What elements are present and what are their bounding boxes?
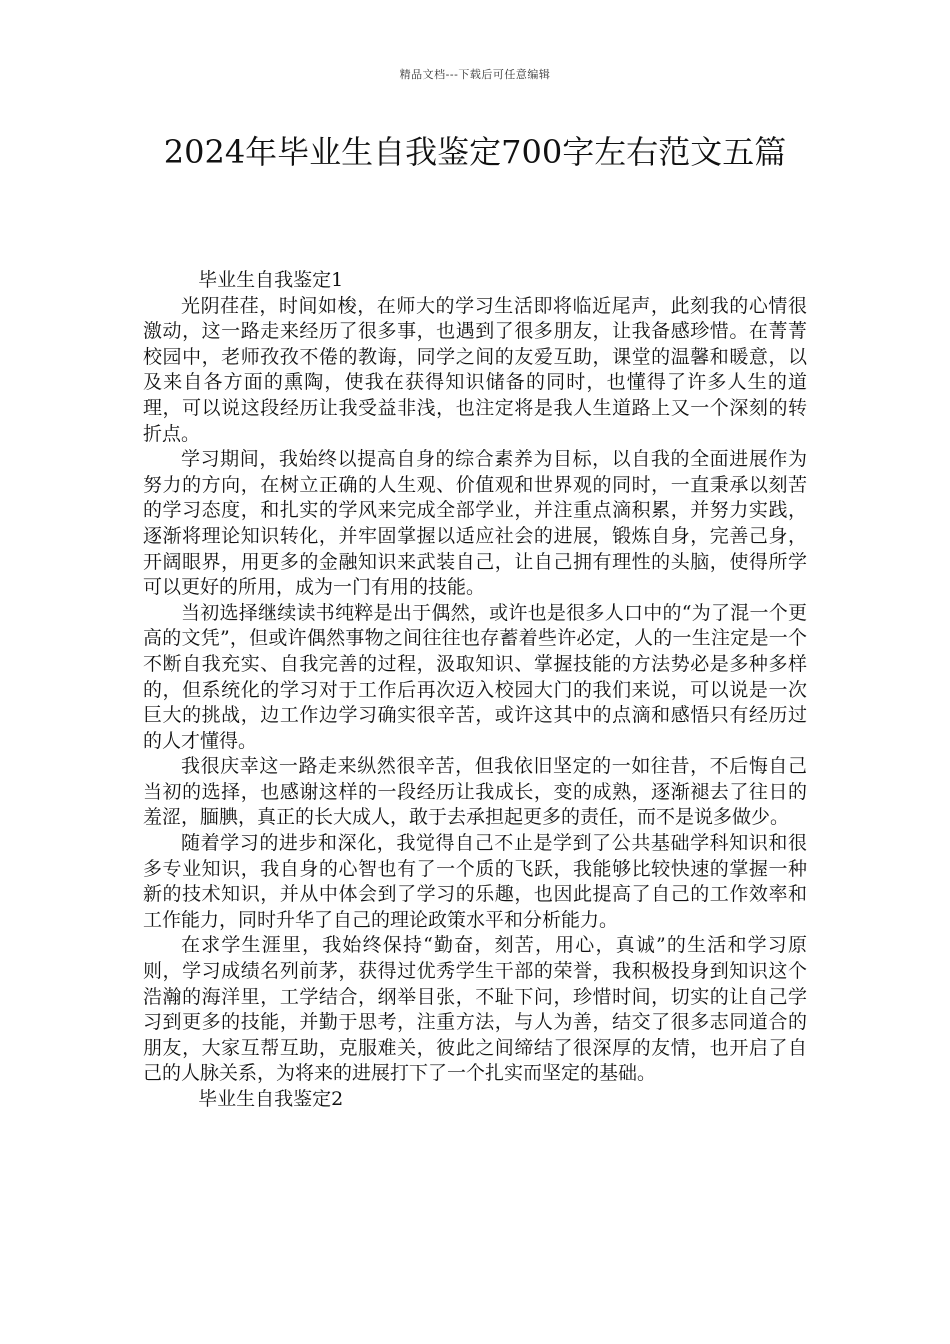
body-paragraph: 我很庆幸这一路走来纵然很辛苦，但我依旧坚定的一如往昔，不后悔自己当初的选择，也感谢这样的一段经历让我成长，变的成熟，逐渐褪去了往日的羞涩，腼腆，真正的长大成人，敢于去承担起更多的责任，而不是说多做少。 — [143, 755, 807, 829]
body-paragraph: 随着学习的进步和深化，我觉得自己不止是学到了公共基础学科知识和很多专业知识，我自身的心智也有了一个质的飞跃，我能够比较快速的掌握一种新的技术知识，并从中体会到了学习的乐趣，也因此提高了自己的工作效率和工作能力，同时升华了自己的理论政策水平和分析能力。 — [143, 832, 807, 931]
body-paragraph: 学习期间，我始终以提高自身的综合素养为目标，以自我的全面进展作为努力的方向，在树立正确的人生观、价值观和世界观的同时，一直秉承以刻苦的学习态度，和扎实的学风来完成全部学业，并注重点滴积累，并努力实践，逐渐将理论知识转化，并牢固掌握以适应社会的进展，锻炼自身，完善己身，开阔眼界，用更多的金融知识来武装自己，让自己拥有理性的头脑，使得所学可以更好的所用，成为一门有用的技能。 — [143, 448, 807, 599]
section-heading-2: 毕业生自我鉴定2 — [198, 1088, 344, 1110]
header-note: 精品文档---下载后可任意编辑 — [399, 68, 551, 81]
body-paragraph: 当初选择继续读书纯粹是出于偶然，或许也是很多人口中的“为了混一个更高的文凭”，但或许偶然事物之间往往也存蓄着些许必定，人的一生注定是一个不断自我充实、自我完善的过程，汲取知识、掌握技能的方法势必是多种多样的，但系统化的学习对于工作后再次迈入校园大门的我们来说，可以说是一次巨大的挑战，边工作边学习确实很辛苦，或许这其中的点滴和感悟只有经历过的人才懂得。 — [143, 601, 807, 752]
document-body — [143, 268, 807, 1113]
section-heading-1: 毕业生自我鉴定1 — [198, 269, 344, 291]
body-paragraph: 在求学生涯里，我始终保持“勤奋，刻苦，用心，真诚”的生活和学习原则，学习成绩名列前茅，获得过优秀学生干部的荣誉，我积极投身到知识这个浩瀚的海洋里，工学结合，纲举目张，不耻下问，珍惜时间，切实的让自己学习到更多的技能，并勤于思考，注重方法，与人为善，结交了很多志同道合的朋友，大家互帮互助，克服难关，彼此之间缔结了很深厚的友情，也开启了自己的人脉关系，为将来的进展打下了一个扎实而坚定的基础。 — [143, 934, 807, 1085]
document-title: 2024年毕业生自我鉴定700字左右范文五篇 — [163, 133, 787, 171]
body-paragraph: 光阴荏荏，时间如梭，在师大的学习生活即将临近尾声，此刻我的心情很激动，这一路走来经历了很多事，也遇到了很多朋友，让我备感珍惜。在菁菁校园中，老师孜孜不倦的教诲，同学之间的友爱互助，课堂的温馨和暖意，以及来自各方面的熏陶，使我在获得知识储备的同时，也懂得了许多人生的道理，可以说这段经历让我受益非浅，也注定将是我人生道路上又一个深刻的转折点。 — [143, 294, 807, 445]
